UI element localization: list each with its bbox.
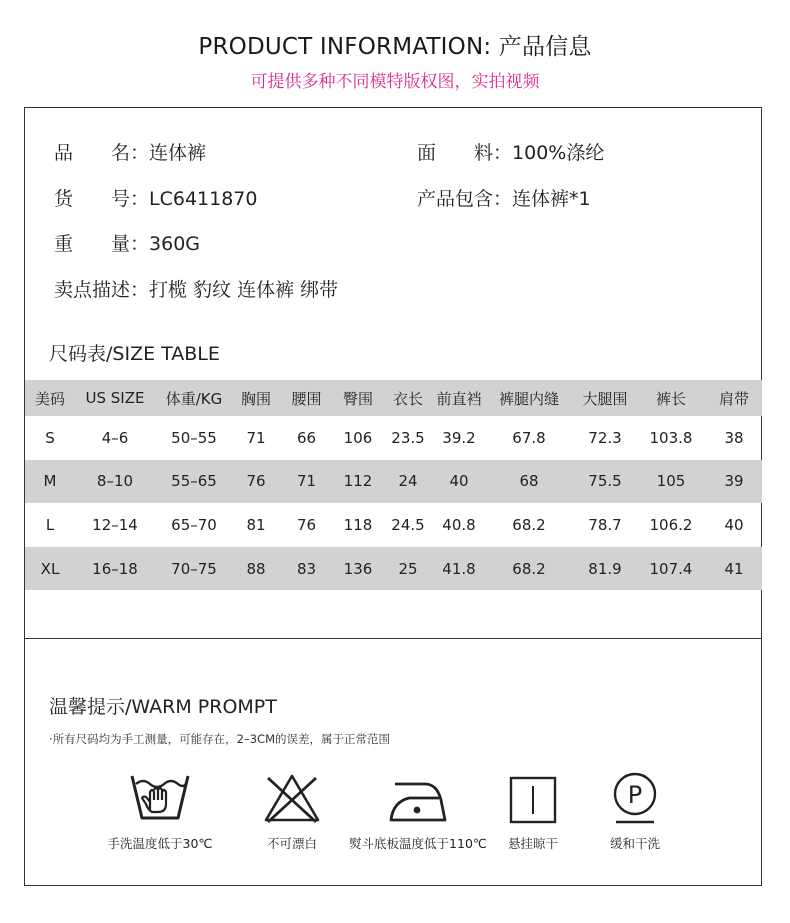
table-cell: 136 bbox=[334, 547, 382, 591]
info-features-label: 卖点描述： bbox=[54, 279, 150, 301]
care-label: 不可漂白 bbox=[266, 836, 317, 851]
info-fabric-value: 100%涤纶 bbox=[512, 142, 605, 164]
page-title: PRODUCT INFORMATION: 产品信息 bbox=[198, 34, 592, 60]
table-cell: 40 bbox=[724, 515, 744, 534]
care-label: 悬挂晾干 bbox=[507, 836, 558, 851]
table-cell: 12–14 bbox=[92, 515, 138, 534]
table-cell: 68 bbox=[484, 460, 574, 504]
table-row bbox=[25, 460, 762, 504]
size-table bbox=[25, 380, 762, 590]
info-package bbox=[417, 184, 591, 211]
table-cell: 71 bbox=[279, 460, 334, 504]
table-cell: 25 bbox=[382, 547, 434, 591]
header-cell: 衣长 bbox=[382, 380, 434, 416]
table-cell: 106 bbox=[343, 428, 373, 447]
care-label: 熨斗底板温度低于110℃ bbox=[349, 836, 487, 851]
info-name bbox=[54, 138, 206, 165]
table-cell: 66 bbox=[296, 428, 317, 447]
table-cell: 24.5 bbox=[391, 515, 425, 534]
table-cell: 76 bbox=[233, 460, 279, 504]
header-cell: 前直裆 bbox=[434, 380, 484, 416]
table-cell: 75.5 bbox=[574, 460, 636, 504]
table-row bbox=[25, 416, 762, 460]
info-name-value: 连体裤 bbox=[149, 142, 207, 164]
header-cell: US SIZE bbox=[75, 380, 155, 416]
warm-prompt-heading: 温馨提示/WARM PROMPT bbox=[49, 696, 277, 718]
table-cell: 106.2 bbox=[649, 515, 693, 534]
table-cell: S bbox=[45, 428, 55, 447]
info-package-value: 连体裤*1 bbox=[512, 188, 591, 210]
size-table-header-row bbox=[25, 380, 762, 416]
table-cell: 38 bbox=[724, 428, 744, 447]
table-cell: M bbox=[25, 460, 75, 504]
care-item-hand-wash bbox=[80, 770, 240, 852]
info-weight-label: 重 量： bbox=[54, 233, 150, 255]
info-features-value: 打榄 豹纹 连体裤 绑带 bbox=[149, 279, 339, 301]
table-cell: 83 bbox=[279, 547, 334, 591]
no-bleach-icon bbox=[262, 770, 322, 826]
hang-dry-icon bbox=[506, 770, 560, 826]
info-sku-value: LC6411870 bbox=[149, 188, 258, 210]
info-fabric-label: 面 料： bbox=[417, 142, 513, 164]
table-cell: 68.2 bbox=[484, 547, 574, 591]
header-cell: 肩带 bbox=[706, 380, 762, 416]
table-cell: 81 bbox=[246, 515, 266, 534]
table-cell: L bbox=[45, 515, 55, 534]
table-cell: 41.8 bbox=[434, 547, 484, 591]
info-features bbox=[54, 275, 338, 302]
table-cell: 70–75 bbox=[155, 547, 233, 591]
header-cell: 裤长 bbox=[636, 380, 706, 416]
info-sku-label: 货 号： bbox=[54, 188, 150, 210]
table-cell: 4–6 bbox=[101, 428, 129, 447]
section-divider bbox=[24, 638, 762, 639]
table-cell: 67.8 bbox=[512, 428, 546, 447]
table-cell: 88 bbox=[233, 547, 279, 591]
table-cell: 112 bbox=[334, 460, 382, 504]
table-cell: 50–55 bbox=[171, 428, 217, 447]
table-cell: 23.5 bbox=[391, 428, 425, 447]
size-table-heading: 尺码表/SIZE TABLE bbox=[49, 343, 220, 365]
info-package-label: 产品包含： bbox=[417, 188, 513, 210]
table-cell: 39 bbox=[706, 460, 762, 504]
table-cell: 16–18 bbox=[75, 547, 155, 591]
svg-text:P: P bbox=[627, 781, 643, 809]
gentle-dry-clean-icon bbox=[608, 770, 662, 826]
care-item-dry-clean bbox=[580, 770, 690, 852]
table-cell: 76 bbox=[296, 515, 317, 534]
info-weight-value: 360G bbox=[149, 233, 201, 255]
table-cell: 41 bbox=[706, 547, 762, 591]
care-item-iron bbox=[338, 770, 498, 852]
header-cell: 腰围 bbox=[279, 380, 334, 416]
table-cell: 72.3 bbox=[588, 428, 622, 447]
table-row bbox=[25, 547, 762, 591]
header-cell: 胸围 bbox=[233, 380, 279, 416]
table-cell: 103.8 bbox=[649, 428, 693, 447]
table-cell: 71 bbox=[246, 428, 266, 447]
table-cell: 8–10 bbox=[75, 460, 155, 504]
table-cell: 40.8 bbox=[442, 515, 476, 534]
table-cell: 78.7 bbox=[588, 515, 622, 534]
table-cell: 40 bbox=[434, 460, 484, 504]
table-cell: 105 bbox=[636, 460, 706, 504]
info-weight bbox=[54, 229, 200, 256]
care-item-hang-dry bbox=[478, 770, 588, 852]
table-cell: 81.9 bbox=[574, 547, 636, 591]
iron-low-icon bbox=[387, 770, 449, 826]
table-cell: 39.2 bbox=[442, 428, 476, 447]
header-cell: 体重/KG bbox=[155, 380, 233, 416]
header-cell: 美码 bbox=[25, 380, 75, 416]
hand-wash-icon bbox=[128, 770, 192, 826]
header-cell: 大腿围 bbox=[574, 380, 636, 416]
table-cell: XL bbox=[25, 547, 75, 591]
care-label: 缓和干洗 bbox=[609, 836, 660, 851]
table-cell: 68.2 bbox=[512, 515, 546, 534]
table-cell: 24 bbox=[382, 460, 434, 504]
info-fabric bbox=[417, 138, 604, 165]
table-cell: 55–65 bbox=[155, 460, 233, 504]
page-subtitle: 可提供多种不同模特版权图，实拍视频 bbox=[250, 72, 540, 92]
header-cell: 裤腿内缝 bbox=[484, 380, 574, 416]
table-cell: 107.4 bbox=[636, 547, 706, 591]
table-cell: 118 bbox=[343, 515, 373, 534]
header-cell: 臀围 bbox=[334, 380, 382, 416]
table-row bbox=[25, 503, 762, 547]
care-label: 手洗温度低于30℃ bbox=[107, 836, 213, 851]
info-sku bbox=[54, 184, 258, 211]
info-name-label: 品 名： bbox=[54, 142, 150, 164]
care-item-no-bleach bbox=[232, 770, 352, 852]
table-cell: 65–70 bbox=[171, 515, 217, 534]
measurement-note: ·所有尺码均为手工测量，可能存在，2–3CM的误差，属于正常范围 bbox=[49, 732, 390, 746]
